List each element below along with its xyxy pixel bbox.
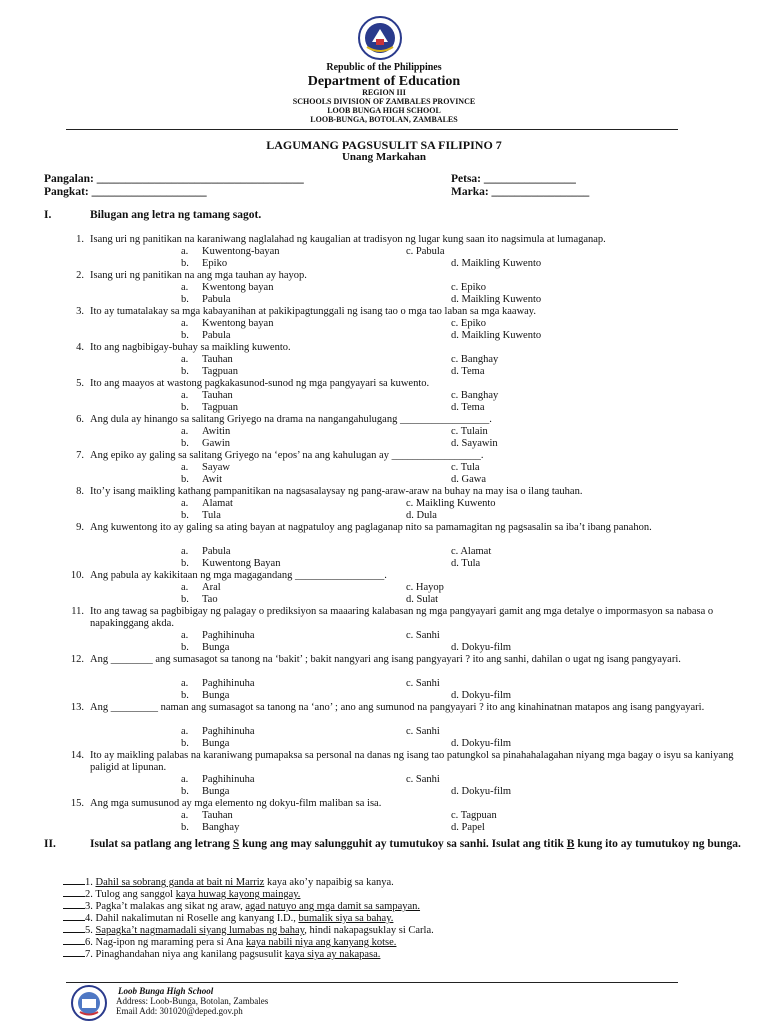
choice-letter: b. [181, 594, 189, 605]
answer-blank[interactable] [63, 874, 85, 885]
underlined-phrase: bumalik siya sa bahay. [298, 913, 394, 924]
underlined-phrase: kaya nabili niya ang kanyang kotse. [245, 937, 397, 948]
question-text: Isang uri ng panitikan na karaniwang naglalahad ng kaugalian at tradisyon ng lugar kung saan ito nagsimula at lumaganap. [90, 234, 606, 245]
choice-c[interactable]: c. Sanhi [406, 678, 440, 689]
choice-letter: b. [181, 642, 189, 653]
choice-letter: a. [181, 462, 189, 473]
underlined-phrase: agad natuyo ang mga damit sa sampayan. [245, 901, 421, 912]
choice-c[interactable]: c. Maikling Kuwento [406, 498, 496, 509]
choice-letter: a. [181, 810, 189, 821]
choice-letter: a. [181, 318, 189, 329]
question-item [0, 798, 768, 833]
choice-a-text: Sayaw [202, 462, 230, 473]
item-number: 2. [85, 889, 93, 900]
choice-b-text: Awit [202, 474, 223, 485]
choice-letter: b. [181, 294, 189, 305]
choice-b[interactable] [181, 438, 230, 450]
choice-a-text: Tauhan [202, 390, 233, 401]
choice-b-text: Tao [202, 594, 218, 605]
choice-c[interactable]: c. Tulain [451, 426, 488, 437]
choice-letter: a. [181, 582, 189, 593]
answer-blank[interactable] [63, 934, 85, 945]
item-number: 5. [85, 925, 93, 936]
header-department: Department of Education [307, 74, 461, 89]
answer-blank[interactable] [63, 886, 85, 897]
choice-a[interactable] [181, 246, 280, 258]
header-divider [66, 129, 678, 130]
choice-b-text: Bunga [202, 642, 230, 653]
choice-letter: a. [181, 354, 189, 365]
question-text: Ang kuwentong ito ay galing sa ating bayan at nagpatuloy ang paglaganap nito sa pamamagitan ng pagsasalin sa iba’t ibang panahon. [90, 522, 652, 533]
choice-a[interactable] [181, 498, 233, 510]
question-item [0, 522, 768, 569]
choice-c[interactable]: c. Hayop [406, 582, 444, 593]
choice-d[interactable]: d. Dokyu-film [451, 786, 512, 797]
choice-b[interactable] [181, 642, 229, 654]
choice-a[interactable] [181, 354, 233, 366]
choice-c[interactable]: c. Sanhi [406, 726, 440, 737]
choice-c[interactable]: c. Sanhi [406, 630, 440, 641]
choice-b[interactable] [181, 690, 229, 702]
question-item [0, 606, 768, 653]
underlined-phrase: Sapagka’t nagmamadali siyang lumabas ng bahay [95, 925, 305, 936]
question-text: Ito ang maayos at wastong pagkakasunod-sunod ng mga pangyayari sa kuwento. [90, 378, 430, 389]
exam-title: LAGUMANG PAGSUSULIT SA FILIPINO 7 [266, 138, 502, 152]
choice-b[interactable] [181, 594, 218, 606]
marka-field[interactable]: Marka: _________________ [451, 186, 590, 198]
choice-b-text: Gawin [202, 438, 230, 449]
choice-b-text: Epiko [202, 258, 228, 269]
question-item [0, 654, 768, 701]
question-item [0, 342, 768, 377]
choice-c[interactable]: c. Banghay [451, 354, 499, 365]
choice-d[interactable]: d. Papel [451, 822, 485, 833]
choice-a[interactable] [181, 426, 230, 438]
pangalan-field[interactable]: Pangalan: ____________________________________ [44, 173, 304, 185]
choice-letter: a. [181, 774, 189, 785]
choice-letter: b. [181, 690, 189, 701]
choice-b-text: Bunga [202, 690, 230, 701]
choice-a[interactable] [181, 630, 255, 642]
question-number: 7. [76, 450, 84, 461]
choice-d[interactable]: d. Dokyu-film [451, 690, 512, 701]
question-item [0, 702, 768, 749]
item-text: Pinaghandahan niya ang kanilang pagsusulit [95, 949, 285, 960]
choice-b-text: Banghay [202, 822, 240, 833]
question-number: 15. [70, 798, 84, 809]
question-number: 1. [76, 234, 84, 245]
footer-divider [66, 982, 678, 983]
choice-b-text: Pabula [202, 330, 231, 341]
footer-email: Email Add: 301020@deped.gov.ph [116, 1006, 243, 1016]
choice-d[interactable]: d. Dokyu-film [451, 642, 512, 653]
choice-b-text: Tagpuan [202, 402, 239, 413]
choice-a-text: Kwentong bayan [202, 282, 274, 293]
choice-b[interactable] [181, 402, 238, 414]
question-number: 3. [76, 306, 84, 317]
choice-letter: b. [181, 738, 189, 749]
choice-a-text: Awitin [202, 426, 231, 437]
header-division: SCHOOLS DIVISION OF ZAMBALES PROVINCE [292, 97, 476, 106]
choice-letter: b. [181, 330, 189, 341]
question-item [0, 270, 768, 305]
choice-a-text: Tauhan [202, 810, 233, 821]
choice-a[interactable] [181, 810, 233, 822]
choice-b-text: Bunga [202, 738, 230, 749]
item-text: Dahil nakalimutan ni Roselle ang kanyang I.D., [95, 913, 299, 924]
choice-b[interactable] [181, 510, 221, 522]
choice-b[interactable] [181, 474, 222, 486]
choice-letter: a. [181, 282, 189, 293]
choice-b[interactable] [181, 738, 229, 750]
choice-a-text: Tauhan [202, 354, 233, 365]
question-item [0, 234, 768, 269]
question-item [0, 378, 768, 413]
underlined-phrase: kaya huwag kayong maingay. [175, 889, 301, 900]
header-republic: Republic of the Philippines [326, 62, 442, 73]
choice-a-text: Paghihinuha [202, 678, 255, 689]
choice-b[interactable] [181, 786, 229, 798]
question-text: Ang dula ay hinango sa salitang Griyego na drama na nangangahulugang _________________. [90, 414, 492, 425]
pangkat-field[interactable]: Pangkat: ____________________ [44, 186, 207, 198]
deped-seal-logo [355, 15, 405, 61]
choice-b[interactable] [181, 822, 239, 834]
choice-letter: a. [181, 426, 189, 437]
choice-d[interactable]: d. Dula [406, 510, 437, 521]
choice-letter: a. [181, 726, 189, 737]
choice-d[interactable]: d. Gawa [451, 474, 486, 485]
question-number: 10. [70, 570, 84, 581]
choice-letter: a. [181, 546, 189, 557]
question-number: 9. [76, 522, 84, 533]
section-1-instruction: Bilugan ang letra ng tamang sagot. [90, 209, 262, 221]
question-item [0, 414, 768, 449]
choice-c[interactable]: c. Banghay [451, 390, 499, 401]
question-number: 12. [70, 654, 84, 665]
answer-blank[interactable] [63, 946, 85, 957]
choice-letter: a. [181, 630, 189, 641]
choice-c[interactable]: c. Tagpuan [451, 810, 497, 821]
choice-letter: a. [181, 390, 189, 401]
choice-a-text: Paghihinuha [202, 726, 255, 737]
answer-blank[interactable] [63, 910, 85, 921]
section-2-number: II. [44, 838, 56, 850]
header-school: LOOB BUNGA HIGH SCHOOL [327, 106, 441, 115]
item-text: kaya ako’y napaibig sa kanya. [264, 877, 394, 888]
choice-b[interactable] [181, 558, 280, 570]
choice-d[interactable]: d. Tula [451, 558, 481, 569]
question-item [0, 750, 768, 797]
question-text: Ang epiko ay galing sa salitang Griyego na ‘epos’ na ang kahulugan ay _________________. [90, 450, 484, 461]
question-number: 11. [71, 606, 84, 617]
choice-b[interactable] [181, 330, 231, 342]
question-number: 6. [76, 414, 84, 425]
footer-address: Address: Loob-Bunga, Botolan, Zambales [116, 996, 269, 1006]
choice-letter: b. [181, 402, 189, 413]
item-number: 6. [85, 937, 93, 948]
question-text: Ang _________ naman ang sumasagot sa tanong na ‘ano’ ; ano ang sumunod na pangyayari ? ito ang kinahinatnan matapos ang isang pangyayari. [90, 702, 705, 713]
choice-letter: b. [181, 510, 189, 521]
sanhi-bunga-item [63, 946, 380, 961]
choice-c[interactable]: c. Epiko [451, 282, 486, 293]
question-text: Ang pabula ay kakikitaan ng mga magagandang _________________. [90, 570, 387, 581]
question-number: 8. [76, 486, 84, 497]
underlined-phrase: Dahil sa sobrang ganda at bait ni Marriz [95, 877, 265, 888]
question-item [0, 306, 768, 341]
choice-a[interactable] [181, 678, 255, 690]
item-text: , hindi nakapagsuklay si Carla. [304, 925, 434, 936]
choice-b[interactable] [181, 294, 231, 306]
choice-c[interactable]: c. Sanhi [406, 774, 440, 785]
header-address: LOOB-BUNGA, BOTOLAN, ZAMBALES [310, 115, 458, 124]
choice-b-text: Tula [202, 510, 221, 521]
choice-b-text: Kuwentong Bayan [202, 558, 281, 569]
choice-d[interactable]: d. Maikling Kuwento [451, 258, 542, 269]
section-2-instruction: Isulat sa patlang ang letrang S kung ang may salungguhit ay tumutukoy sa sanhi. Isulat ang titik B kung ito ay tumutukoy ng bunga. [90, 838, 741, 850]
choice-c[interactable]: c. Alamat [451, 546, 492, 557]
question-item [0, 450, 768, 485]
choice-letter: a. [181, 498, 189, 509]
choice-b-text: Tagpuan [202, 366, 239, 377]
question-text: Isang uri ng panitikan na ang mga tauhan ay hayop. [90, 270, 307, 281]
choice-a[interactable] [181, 546, 231, 558]
item-text: Tulog ang sanggol [95, 889, 176, 900]
choice-letter: b. [181, 258, 189, 269]
choice-d[interactable]: d. Tema [451, 366, 485, 377]
item-number: 7. [85, 949, 93, 960]
choice-b[interactable] [181, 366, 238, 378]
choice-d[interactable]: d. Sulat [406, 594, 439, 605]
choice-a[interactable] [181, 318, 273, 330]
choice-a[interactable] [181, 282, 273, 294]
question-item [0, 486, 768, 521]
petsa-field[interactable]: Petsa: ________________ [451, 173, 576, 185]
choice-c[interactable]: c. Pabula [406, 246, 445, 257]
question-number: 13. [70, 702, 84, 713]
choice-d[interactable]: d. Sayawin [451, 438, 498, 449]
choice-letter: a. [181, 678, 189, 689]
school-seal-logo [64, 984, 114, 1022]
footer-school: Loob Bunga High School [118, 986, 214, 996]
header-region: REGION III [362, 88, 406, 97]
question-text: Ang ________ ang sumasagot sa tanong na ‘bakit’ ; bakit nangyari ang isang pangyayari ? ito ang sanhi, dahilan o ugat ng isang pangyayari. [90, 654, 681, 665]
choice-letter: b. [181, 474, 189, 485]
underlined-phrase: kaya siya ay nakapasa. [284, 949, 381, 960]
question-text: Ito’y isang maikling kathang pampanitikan na nagsasalaysay ng pang-araw-araw na buhay na may isa o ilang tauhan. [90, 486, 583, 497]
choice-d[interactable]: d. Tema [451, 402, 485, 413]
choice-a-text: Alamat [202, 498, 233, 509]
choice-letter: b. [181, 822, 189, 833]
question-text: Ito ang nagbibigay-buhay sa maikling kuwento. [90, 342, 291, 353]
answer-blank[interactable] [63, 898, 85, 909]
item-text: Nag-ipon ng maraming pera si Ana [95, 937, 246, 948]
choice-b-text: Pabula [202, 294, 231, 305]
question-number: 14. [70, 750, 84, 761]
choice-letter: b. [181, 558, 189, 569]
question-number: 5. [76, 378, 84, 389]
choice-a[interactable] [181, 726, 255, 738]
question-text: Ang mga sumusunod ay mga elemento ng dokyu-film maliban sa isa. [90, 798, 382, 809]
exam-subtitle: Unang Markahan [341, 151, 427, 163]
choice-a[interactable] [181, 390, 233, 402]
question-text: Ito ay tumatalakay sa mga kabayanihan at pakikipagtunggali ng isang tao o mga tao laban sa mga kaaway. [90, 306, 537, 317]
question-text: Ito ang tawag sa pagbibigay ng palagay o prediksiyon sa maaaring kalabasan ng mga pangyayari gamit ang mga detalye o impormasyon sa nabasa o napakinggang akda. [90, 606, 714, 629]
choice-a-text: Kwentong bayan [202, 318, 274, 329]
question-number: 4. [76, 342, 84, 353]
choice-letter: b. [181, 366, 189, 377]
question-item [0, 570, 768, 605]
choice-a[interactable] [181, 774, 255, 786]
item-number: 4. [85, 913, 93, 924]
choice-letter: b. [181, 786, 189, 797]
choice-c[interactable]: c. Epiko [451, 318, 486, 329]
choice-a-text: Kuwentong-bayan [202, 246, 280, 257]
choice-a-text: Paghihinuha [202, 774, 255, 785]
section-1-number: I. [44, 209, 52, 221]
choice-a-text: Pabula [202, 546, 231, 557]
choice-d[interactable]: d. Maikling Kuwento [451, 330, 542, 341]
choice-letter: b. [181, 438, 189, 449]
choice-a[interactable] [181, 582, 221, 594]
choice-a-text: Aral [202, 582, 221, 593]
choice-a[interactable] [181, 462, 230, 474]
item-number: 1. [85, 877, 93, 888]
choice-c[interactable]: c. Tula [451, 462, 480, 473]
item-text: Pagka’t malakas ang sikat ng araw, [95, 901, 246, 912]
item-number: 3. [85, 901, 93, 912]
question-text: Ito ay maikling palabas na karaniwang pumapaksa sa personal na danas ng isang tao patungkol sa pinahahalagahan niyang mga bagay o isyu sa kaniyang paligid at lipunan. [90, 750, 734, 773]
choice-d[interactable]: d. Maikling Kuwento [451, 294, 542, 305]
question-number: 2. [76, 270, 84, 281]
choice-b-text: Bunga [202, 786, 230, 797]
answer-blank[interactable] [63, 922, 85, 933]
choice-b[interactable] [181, 258, 227, 270]
choice-a-text: Paghihinuha [202, 630, 255, 641]
choice-d[interactable]: d. Dokyu-film [451, 738, 512, 749]
choice-letter: a. [181, 246, 189, 257]
